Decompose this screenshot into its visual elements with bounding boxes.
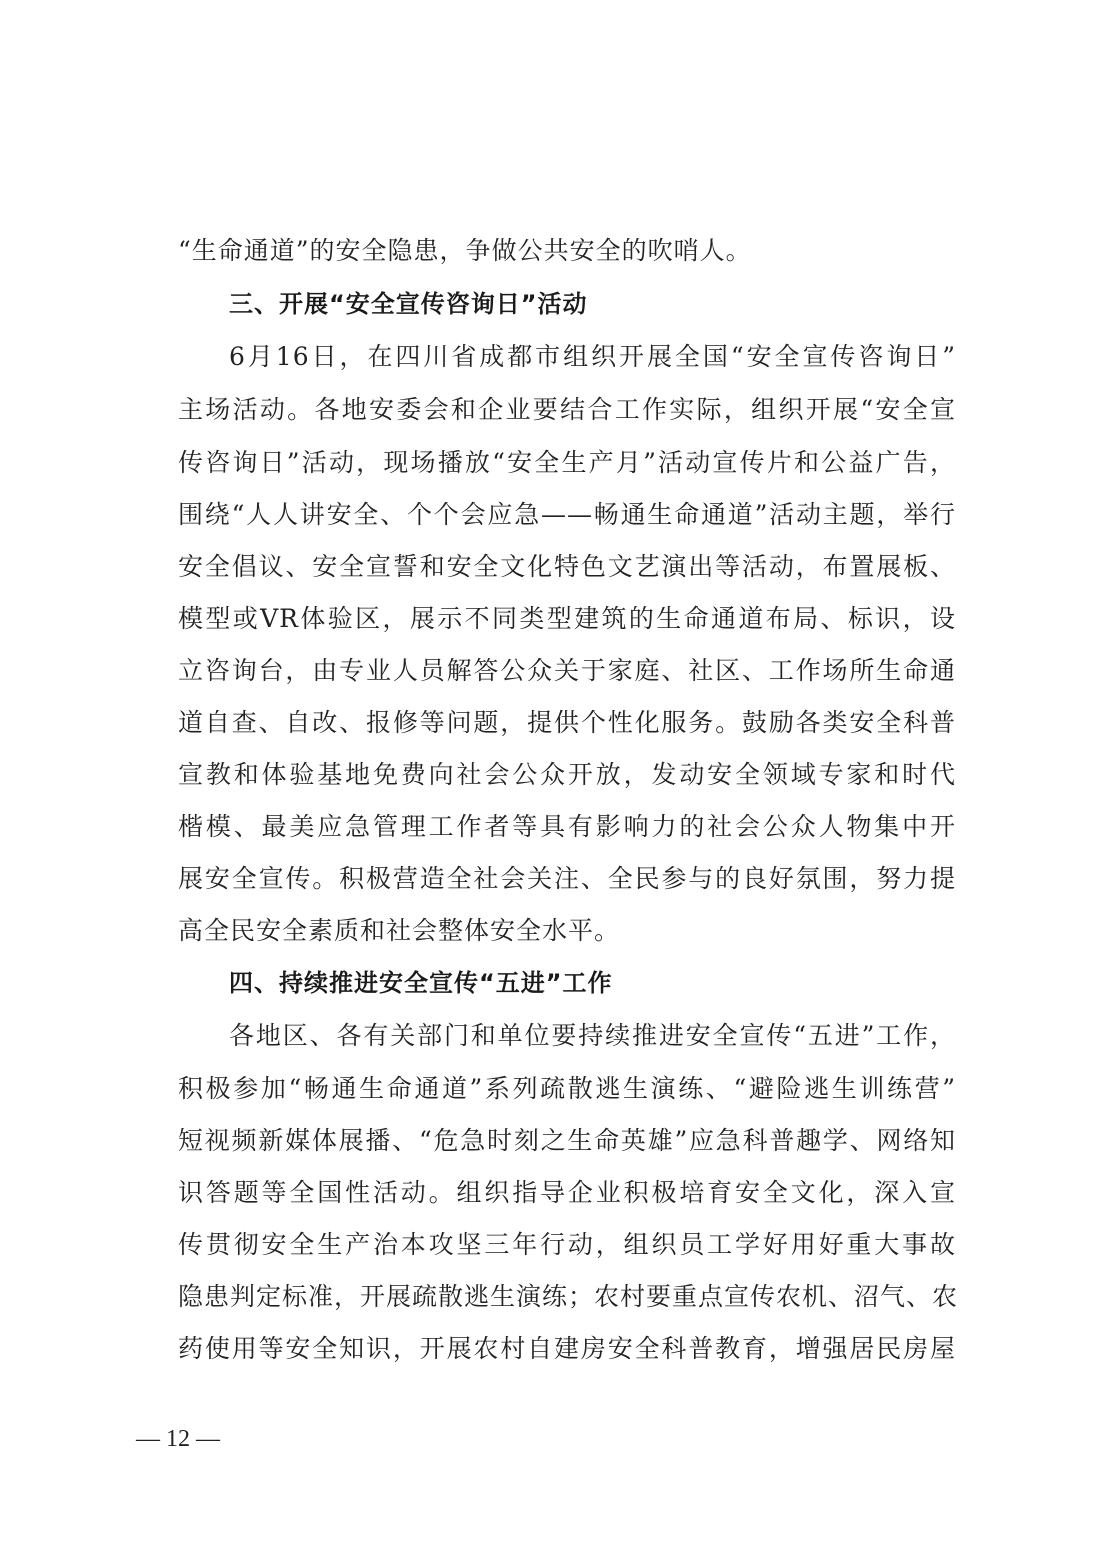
body-line: 高全民安全素质和社会整体安全水平。 bbox=[178, 916, 621, 945]
body-line: 宣教和体验基地免费向社会公众开放，发动安全领域专家和时代 bbox=[178, 760, 956, 789]
body-line: 主场活动。各地安委会和企业要结合工作实际，组织开展“安全宣 bbox=[178, 395, 956, 424]
body-line: 展安全宣传。积极营造全社会关注、全民参与的良好氛围，努力提 bbox=[178, 864, 956, 893]
body-line: 隐患判定标准，开展疏散逃生演练；农村要重点宣传农机、沼气、农 bbox=[178, 1282, 959, 1311]
body-line: “生命通道”的安全隐患，争做公共安全的吹哨人。 bbox=[178, 236, 752, 265]
body-line: 积极参加“畅通生命通道”系列疏散逃生演练、“避险逃生训练营” bbox=[178, 1074, 956, 1103]
body-line: 药使用等安全知识，开展农村自建房安全科普教育，增强居民房屋 bbox=[178, 1334, 956, 1363]
body-line: 道自查、自改、报修等问题，提供个性化服务。鼓励各类安全科普 bbox=[178, 708, 956, 737]
body-line: 识答题等全国性活动。组织指导企业积极培育安全文化，深入宣 bbox=[178, 1178, 956, 1207]
section-heading-3: 三、开展“安全宣传咨询日”活动 bbox=[229, 290, 588, 318]
body-line: 立咨询台，由专业人员解答公众关于家庭、社区、工作场所生命通 bbox=[178, 656, 956, 685]
body-line: 6月16日，在四川省成都市组织开展全国“安全宣传咨询日” bbox=[229, 342, 956, 371]
section-heading-4: 四、持续推进安全宣传“五进”工作 bbox=[229, 969, 613, 997]
body-line: 短视频新媒体展播、“危急时刻之生命英雄”应急科普趣学、网络知 bbox=[178, 1126, 956, 1155]
body-line: 模型或VR体验区，展示不同类型建筑的生命通道布局、标识，设 bbox=[178, 604, 956, 633]
body-line: 各地区、各有关部门和单位要持续推进安全宣传“五进”工作， bbox=[229, 1021, 956, 1050]
body-line: 传咨询日”活动，现场播放“安全生产月”活动宣传片和公益广告， bbox=[178, 448, 956, 477]
body-line: 楷模、最美应急管理工作者等具有影响力的社会公众人物集中开 bbox=[178, 812, 956, 841]
body-line: 安全倡议、安全宣誓和安全文化特色文艺演出等活动，布置展板、 bbox=[178, 552, 956, 581]
page-number: — 12 — bbox=[136, 1426, 220, 1452]
body-line: 传贯彻安全生产治本攻坚三年行动，组织员工学好用好重大事故 bbox=[178, 1230, 956, 1259]
body-line: 围绕“人人讲安全、个个会应急——畅通生命通道”活动主题，举行 bbox=[178, 500, 956, 529]
